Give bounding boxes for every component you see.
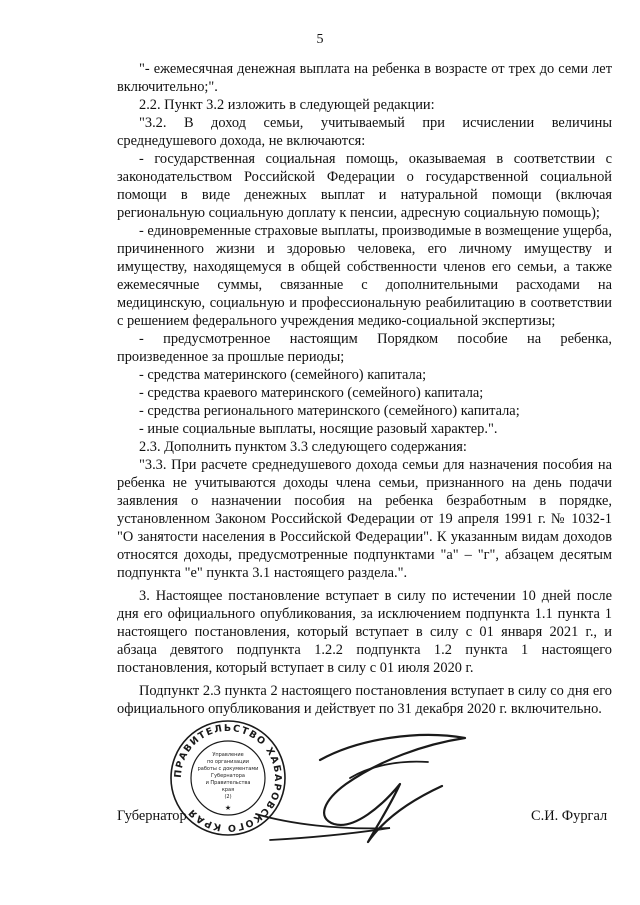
- paragraph-10: - иные социальные выплаты, носящие разовый характер.".: [139, 421, 498, 437]
- stamp-line-1: Управление: [212, 752, 244, 758]
- stamp-line-3: работы с документами: [197, 766, 259, 772]
- paragraph-2: 2.2. Пункт 3.2 изложить в следующей редакции:: [139, 97, 435, 113]
- paragraph-3: "3.2. В доход семьи, учитываемый при исчислении величины среднедушевого дохода, не включаются:: [117, 115, 612, 149]
- stamp-line-2: по организации: [207, 759, 249, 765]
- paragraph-9: - средства регионального материнского (семейного) капитала;: [139, 403, 520, 419]
- stamp-line-6: края: [221, 787, 235, 793]
- stamp-ring-text: ПРАВИТЕЛЬСТВО ХАБАРОВСКОГО КРАЯ: [172, 722, 284, 834]
- page-number: 5: [316, 32, 324, 47]
- paragraph-8: - средства краевого материнского (семейного) капитала;: [139, 385, 484, 401]
- stamp-line-7: (2): [224, 794, 232, 800]
- svg-text:★: ★: [224, 804, 232, 812]
- stamp-line-5: и Правительства: [205, 780, 251, 786]
- document-body: [117, 60, 612, 718]
- paragraph-13: 3. Настоящее постановление вступает в силу по истечении 10 дней после дня его официального опубликования, за исключением подпункта 1.1 пункта 1 настоящего постановления, который вступает в силу с 01 января 2021 г., и абзаца девятого подпункта 1.2.2 подпункта 1.2 пункта 1 настоящего постановления, который вступает в силу с 01 июля 2020 г.: [117, 588, 612, 676]
- paragraph-12: "3.3. При расчете среднедушевого дохода семьи для назначения пособия на ребенка не учитываются доходы члена семьи, признанного на день подачи заявления о назначении пособия на ребенка безработным в порядке, установленном Законом Российской Федерации от 19 апреля 1991 г. № 1032-1 "О занятости населения в Российской Федерации". К указанным видам доходов относятся доходы, предусмотренные подпунктами "а" – "г", абзацем десятым подпункта "е" пункта 3.1 настоящего раздела.".: [117, 457, 612, 581]
- paragraph-4: - государственная социальная помощь, оказываемая в соответствии с законодательством Российской Федерации о государственной социальной помощи в виде денежных выплат и натуральной помощи (включая региональную социальную доплату к пенсии, адресную социальную помощь);: [117, 151, 612, 221]
- paragraph-11: 2.3. Дополнить пунктом 3.3 следующего содержания:: [139, 439, 467, 455]
- handwritten-signature: [250, 720, 480, 860]
- stamp-line-4: Губернатора: [211, 773, 245, 779]
- paragraph-14: Подпункт 2.3 пункта 2 настоящего постановления вступает в силу со дня его официального опубликования и действует по 31 декабря 2020 г. включительно.: [117, 683, 612, 717]
- paragraph-6: - предусмотренное настоящим Порядком пособие на ребенка, произведенное за прошлые периоды;: [117, 331, 612, 365]
- paragraph-7: - средства материнского (семейного) капитала;: [139, 367, 427, 383]
- signatory-name: С.И. Фургал: [531, 808, 608, 824]
- paragraph-5: - единовременные страховые выплаты, производимые в возмещение ущерба, причиненного жизни и здоровью человека, его личному имуществу и имуществу, находящемуся в общей собственности членов его семьи, а также ежемесячные суммы, связанные с дополнительными расходами на медицинскую, социальную и профессиональную реабилитацию в соответствии с решением федерального учреждения медико-социальной экспертизы;: [117, 223, 612, 329]
- paragraph-1: "- ежемесячная денежная выплата на ребенка в возрасте от трех до семи лет включительно;".: [117, 61, 612, 95]
- signatory-title: Губернатор: [117, 808, 187, 824]
